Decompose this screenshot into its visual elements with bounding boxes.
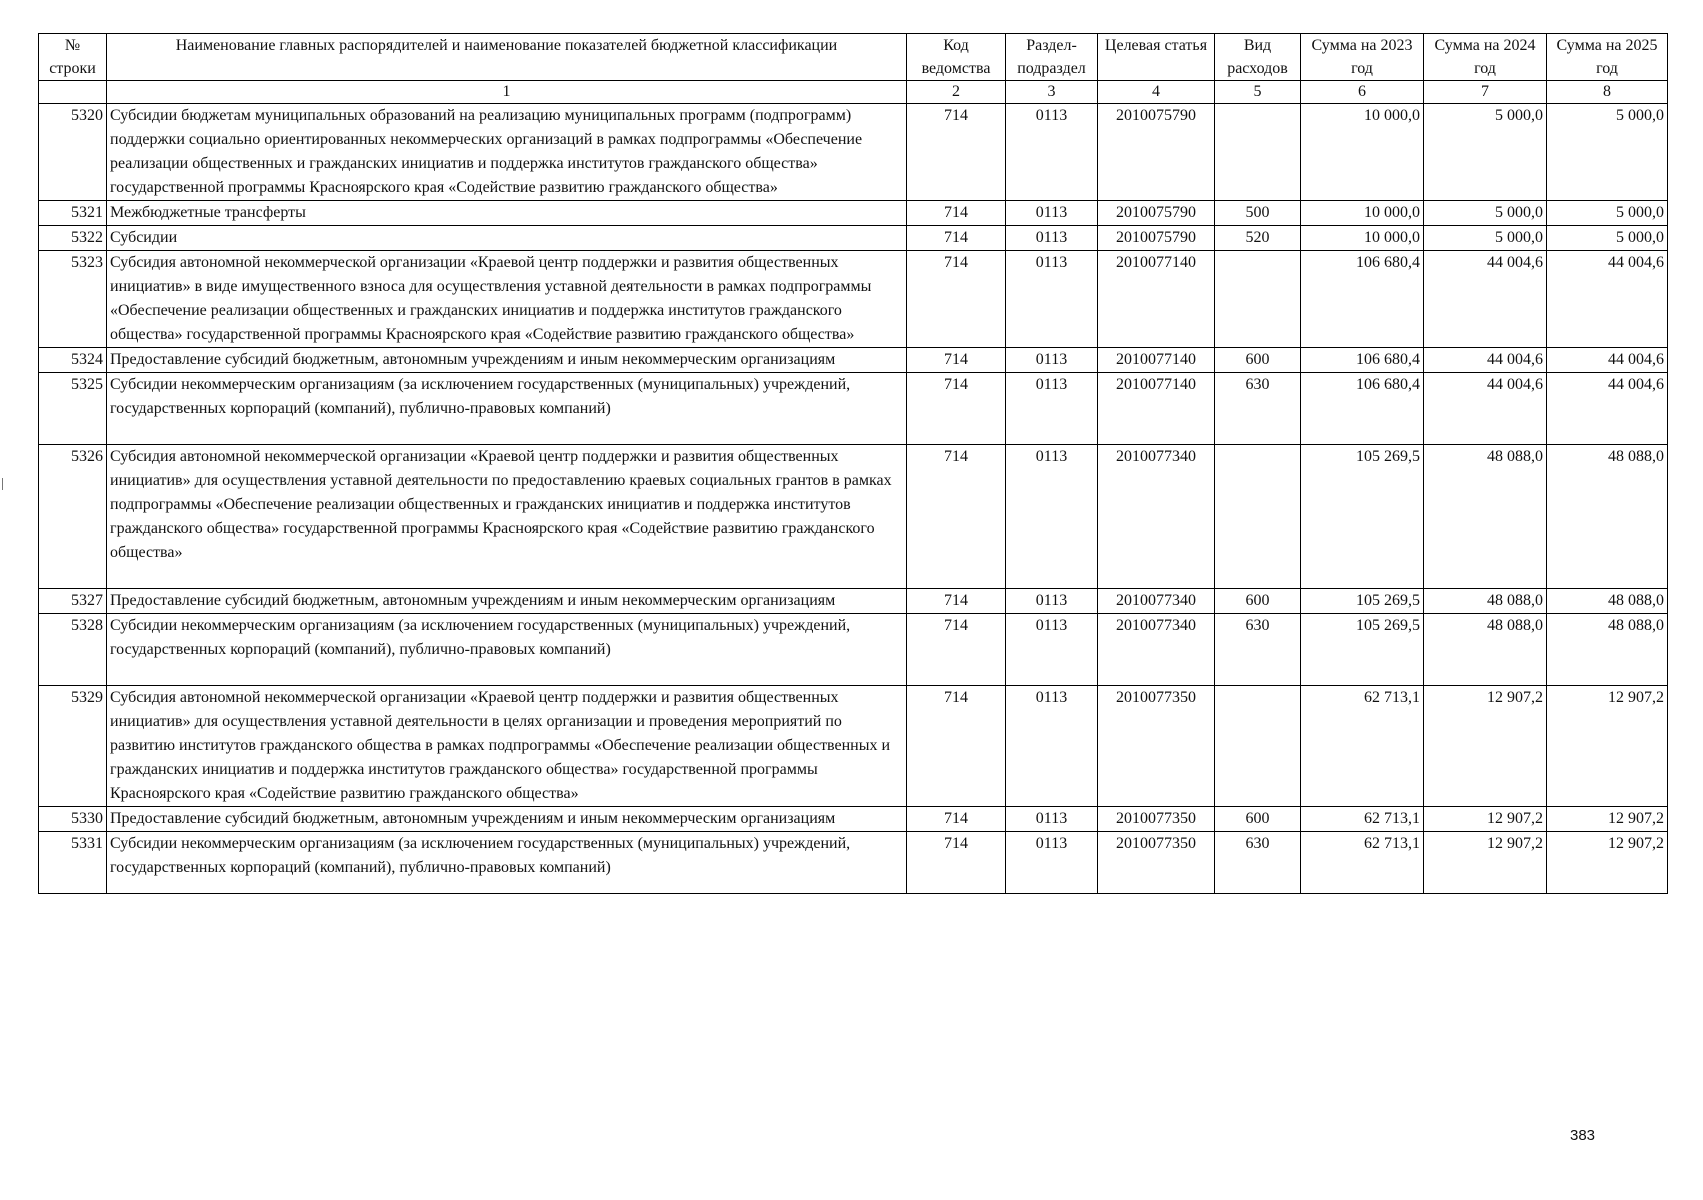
row-dept-code: 714: [907, 686, 1006, 807]
row-sum-2023: 62 713,1: [1301, 807, 1424, 832]
row-target: 2010075790: [1098, 226, 1215, 251]
budget-table: [38, 33, 1668, 894]
row-section: 0113: [1006, 807, 1098, 832]
table-row: [39, 373, 1668, 445]
row-sum-2024: 44 004,6: [1424, 251, 1547, 348]
row-dept-code: 714: [907, 445, 1006, 589]
row-number: 5328: [39, 614, 107, 686]
table-row: [39, 201, 1668, 226]
row-section: 0113: [1006, 348, 1098, 373]
column-index: 2: [907, 81, 1006, 104]
row-sum-2025: 12 907,2: [1547, 832, 1668, 894]
table-row: [39, 226, 1668, 251]
row-sum-2025: 5 000,0: [1547, 104, 1668, 201]
row-sum-2024: 48 088,0: [1424, 614, 1547, 686]
row-sum-2023: 106 680,4: [1301, 348, 1424, 373]
column-index: 1: [107, 81, 907, 104]
row-sum-2024: 12 907,2: [1424, 832, 1547, 894]
row-name: Межбюджетные трансферты: [107, 201, 907, 226]
row-sum-2024: 12 907,2: [1424, 807, 1547, 832]
row-sum-2025: 48 088,0: [1547, 614, 1668, 686]
row-section: 0113: [1006, 104, 1098, 201]
row-target: 2010077140: [1098, 251, 1215, 348]
row-sum-2025: 44 004,6: [1547, 373, 1668, 445]
row-dept-code: 714: [907, 373, 1006, 445]
row-sum-2025: 48 088,0: [1547, 589, 1668, 614]
header-sum-2023: Сумма на 2023 год: [1301, 34, 1424, 81]
row-target: 2010075790: [1098, 201, 1215, 226]
table-row: [39, 807, 1668, 832]
row-number: 5325: [39, 373, 107, 445]
row-target: 2010077340: [1098, 445, 1215, 589]
row-section: 0113: [1006, 251, 1098, 348]
row-number: 5331: [39, 832, 107, 894]
row-sum-2024: 44 004,6: [1424, 373, 1547, 445]
row-name: Субсидии некоммерческим организациям (за исключением государственных (муниципальных) учреждений, государственных корпораций (компаний), публично-правовых компаний): [107, 614, 907, 686]
row-sum-2023: 105 269,5: [1301, 445, 1424, 589]
row-sum-2025: 5 000,0: [1547, 226, 1668, 251]
column-index: 8: [1547, 81, 1668, 104]
row-sum-2023: 62 713,1: [1301, 686, 1424, 807]
row-sum-2025: 12 907,2: [1547, 686, 1668, 807]
row-sum-2025: 44 004,6: [1547, 348, 1668, 373]
header-dept: Код ведомства: [907, 34, 1006, 81]
row-name: Субсидии бюджетам муниципальных образований на реализацию муниципальных программ (подпрограмм) поддержки социально ориентированных некоммерческих организаций в рамках подпрограммы «Обеспечение реализации общественных и гражданских инициатив и поддержка институтов гражданского общества» государственной программы Красноярского края «Содействие развитию гражданского общества»: [107, 104, 907, 201]
row-dept-code: 714: [907, 201, 1006, 226]
row-dept-code: 714: [907, 807, 1006, 832]
row-sum-2023: 106 680,4: [1301, 373, 1424, 445]
row-name: Субсидии некоммерческим организациям (за исключением государственных (муниципальных) учреждений, государственных корпораций (компаний), публично-правовых компаний): [107, 832, 907, 894]
row-name: Субсидия автономной некоммерческой организации «Краевой центр поддержки и развития общественных инициатив» для осуществления уставной деятельности по предоставлению краевых социальных грантов в рамках подпрограммы «Обеспечение реализации общественных и гражданских инициатив и поддержка институтов гражданского общества» государственной программы Красноярского края «Содействие развитию гражданского общества»: [107, 445, 907, 589]
column-index: 4: [1098, 81, 1215, 104]
row-number: 5327: [39, 589, 107, 614]
header-sum-2025: Сумма на 2025 год: [1547, 34, 1668, 81]
column-index-row: [39, 81, 1668, 104]
row-section: 0113: [1006, 589, 1098, 614]
row-sum-2023: 62 713,1: [1301, 832, 1424, 894]
row-dept-code: 714: [907, 614, 1006, 686]
row-number: 5323: [39, 251, 107, 348]
header-row-no: № строки: [39, 34, 107, 81]
header-sum-2024: Сумма на 2024 год: [1424, 34, 1547, 81]
row-exp-type: 630: [1215, 614, 1301, 686]
row-target: 2010075790: [1098, 104, 1215, 201]
row-exp-type: [1215, 686, 1301, 807]
header-target: Целевая статья: [1098, 34, 1215, 81]
row-sum-2024: 5 000,0: [1424, 201, 1547, 226]
table-row: [39, 686, 1668, 807]
row-number: 5326: [39, 445, 107, 589]
row-name: Субсидия автономной некоммерческой организации «Краевой центр поддержки и развития общественных инициатив» в виде имущественного взноса для осуществления уставной деятельности в рамках подпрограммы «Обеспечение реализации общественных и гражданских инициатив и поддержка институтов гражданского общества» государственной программы Красноярского края «Содействие развитию гражданского общества»: [107, 251, 907, 348]
row-sum-2024: 48 088,0: [1424, 589, 1547, 614]
row-target: 2010077350: [1098, 686, 1215, 807]
row-dept-code: 714: [907, 104, 1006, 201]
row-exp-type: [1215, 251, 1301, 348]
row-section: 0113: [1006, 614, 1098, 686]
margin-mark: [2, 478, 3, 490]
row-dept-code: 714: [907, 832, 1006, 894]
row-exp-type: 500: [1215, 201, 1301, 226]
column-index: 7: [1424, 81, 1547, 104]
row-sum-2025: 12 907,2: [1547, 807, 1668, 832]
row-section: 0113: [1006, 686, 1098, 807]
row-sum-2024: 5 000,0: [1424, 226, 1547, 251]
row-name: Предоставление субсидий бюджетным, автономным учреждениям и иным некоммерческим организациям: [107, 589, 907, 614]
table-row: [39, 348, 1668, 373]
row-dept-code: 714: [907, 251, 1006, 348]
column-index: 6: [1301, 81, 1424, 104]
row-sum-2024: 44 004,6: [1424, 348, 1547, 373]
row-exp-type: 600: [1215, 807, 1301, 832]
row-section: 0113: [1006, 226, 1098, 251]
row-sum-2023: 105 269,5: [1301, 589, 1424, 614]
row-name: Субсидия автономной некоммерческой организации «Краевой центр поддержки и развития общественных инициатив» для осуществления уставной деятельности в целях организации и проведения мероприятий по развитию институтов гражданского общества в рамках подпрограммы «Обеспечение реализации общественных и гражданских инициатив и поддержка институтов гражданского общества» государственной программы Красноярского края «Содействие развитию гражданского общества»: [107, 686, 907, 807]
header-row: [39, 34, 1668, 81]
row-exp-type: [1215, 104, 1301, 201]
column-index: [39, 81, 107, 104]
row-name: Предоставление субсидий бюджетным, автономным учреждениям и иным некоммерческим организациям: [107, 348, 907, 373]
row-exp-type: 600: [1215, 348, 1301, 373]
row-sum-2025: 44 004,6: [1547, 251, 1668, 348]
table-row: [39, 251, 1668, 348]
row-dept-code: 714: [907, 348, 1006, 373]
column-index: 3: [1006, 81, 1098, 104]
header-name: Наименование главных распорядителей и наименование показателей бюджетной классификации: [107, 34, 907, 81]
row-exp-type: [1215, 445, 1301, 589]
row-dept-code: 714: [907, 226, 1006, 251]
row-sum-2025: 5 000,0: [1547, 201, 1668, 226]
row-sum-2024: 5 000,0: [1424, 104, 1547, 201]
row-name: Субсидии: [107, 226, 907, 251]
row-section: 0113: [1006, 201, 1098, 226]
row-target: 2010077350: [1098, 807, 1215, 832]
row-target: 2010077350: [1098, 832, 1215, 894]
row-sum-2023: 10 000,0: [1301, 226, 1424, 251]
row-sum-2023: 105 269,5: [1301, 614, 1424, 686]
row-number: 5322: [39, 226, 107, 251]
row-exp-type: 630: [1215, 373, 1301, 445]
row-sum-2023: 106 680,4: [1301, 251, 1424, 348]
row-number: 5329: [39, 686, 107, 807]
header-exp-type: Вид расходов: [1215, 34, 1301, 81]
row-sum-2023: 10 000,0: [1301, 104, 1424, 201]
row-section: 0113: [1006, 445, 1098, 589]
page-number: 383: [1570, 1127, 1596, 1144]
row-exp-type: 600: [1215, 589, 1301, 614]
table-row: [39, 832, 1668, 894]
table-row: [39, 104, 1668, 201]
row-number: 5324: [39, 348, 107, 373]
row-number: 5320: [39, 104, 107, 201]
row-name: Предоставление субсидий бюджетным, автономным учреждениям и иным некоммерческим организациям: [107, 807, 907, 832]
row-target: 2010077340: [1098, 614, 1215, 686]
row-sum-2025: 48 088,0: [1547, 445, 1668, 589]
column-index: 5: [1215, 81, 1301, 104]
row-number: 5330: [39, 807, 107, 832]
row-section: 0113: [1006, 373, 1098, 445]
row-sum-2024: 12 907,2: [1424, 686, 1547, 807]
row-target: 2010077140: [1098, 373, 1215, 445]
row-target: 2010077340: [1098, 589, 1215, 614]
table-row: [39, 614, 1668, 686]
row-number: 5321: [39, 201, 107, 226]
row-exp-type: 520: [1215, 226, 1301, 251]
row-section: 0113: [1006, 832, 1098, 894]
row-sum-2024: 48 088,0: [1424, 445, 1547, 589]
row-target: 2010077140: [1098, 348, 1215, 373]
row-dept-code: 714: [907, 589, 1006, 614]
table-row: [39, 589, 1668, 614]
table-row: [39, 445, 1668, 589]
row-exp-type: 630: [1215, 832, 1301, 894]
row-sum-2023: 10 000,0: [1301, 201, 1424, 226]
row-name: Субсидии некоммерческим организациям (за исключением государственных (муниципальных) учреждений, государственных корпораций (компаний), публично-правовых компаний): [107, 373, 907, 445]
header-section: Раздел-подраздел: [1006, 34, 1098, 81]
